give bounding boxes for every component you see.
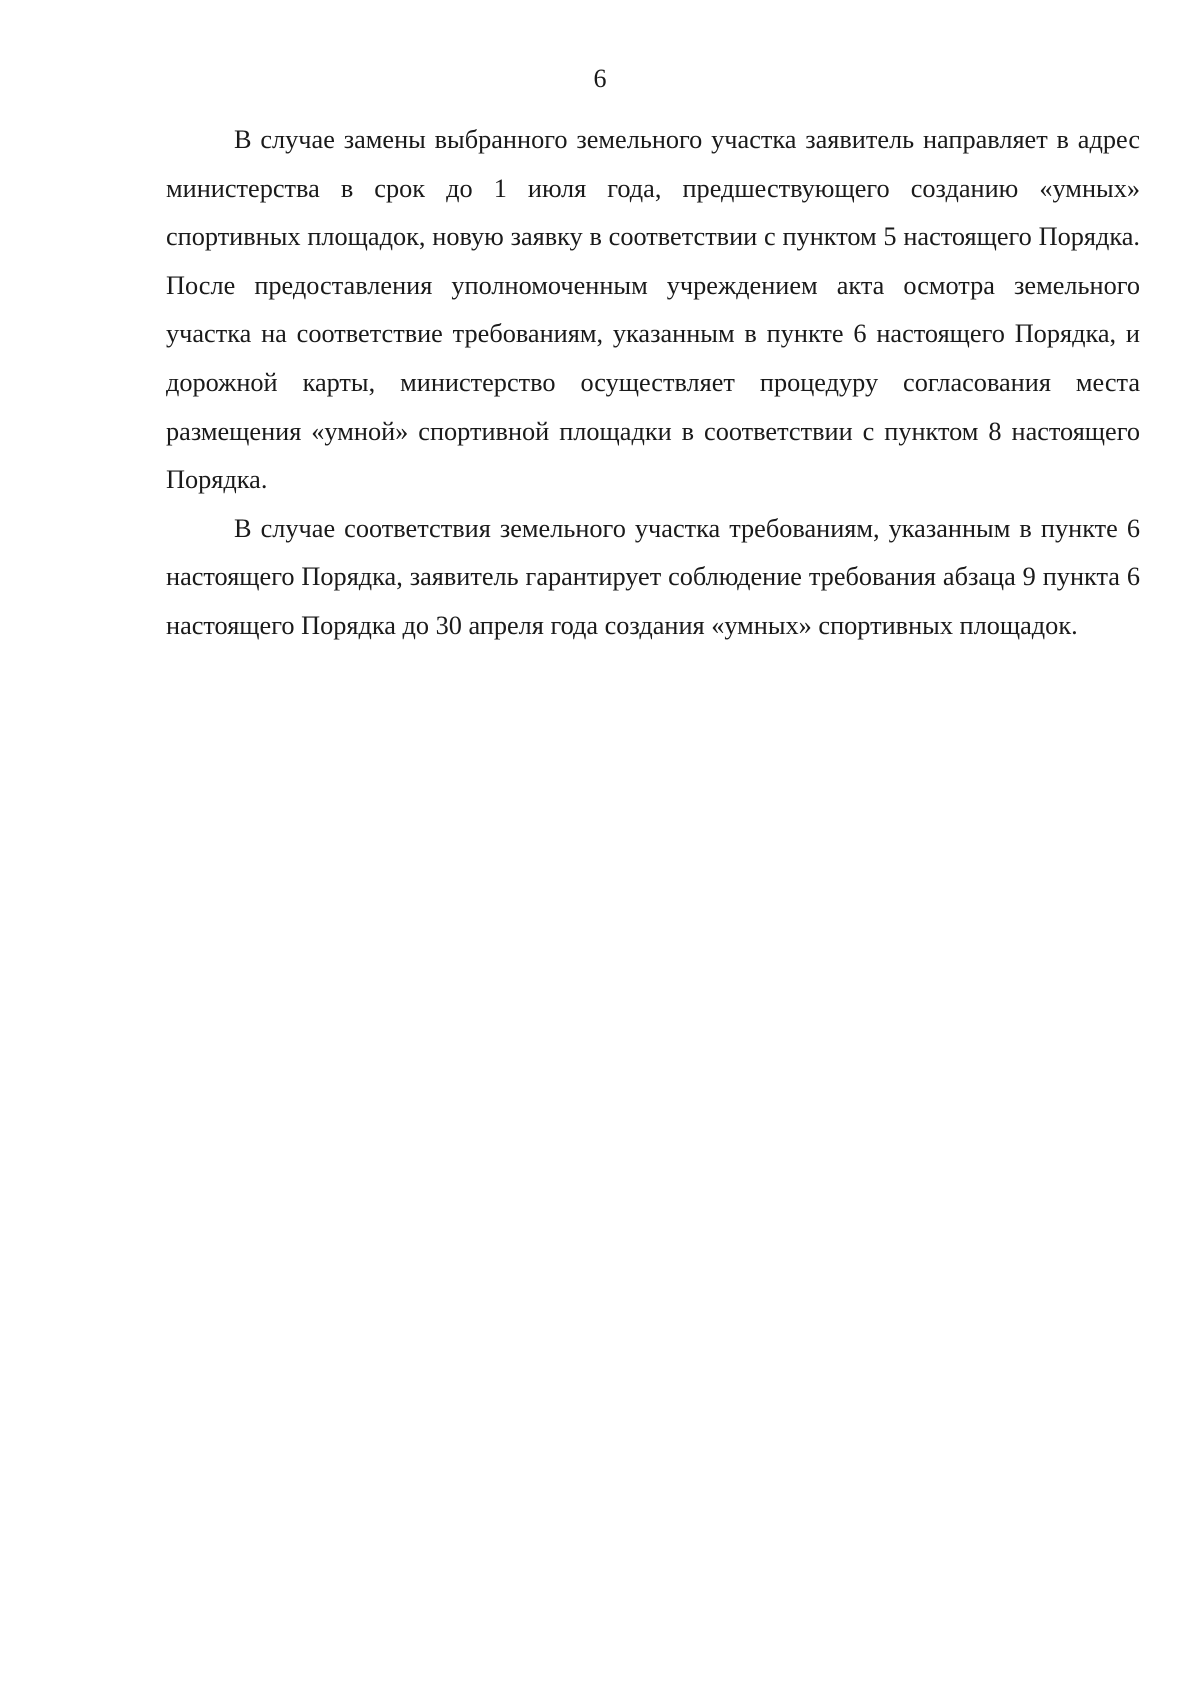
paragraph-2: В случае соответствия земельного участка требованиям, указанным в пункте 6 настоящего Порядка, заявитель гарантирует соблюдение требования абзаца 9 пункта 6 настоящего Порядка до 30 апреля года создания «умных» спортивных площадок. [166,513,1140,640]
paragraph-1: В случае замены выбранного земельного участка заявитель направляет в адрес министерства в срок до 1 июля года, предшествующего созданию «умных» спортивных площадок, новую заявку в соответствии с пунктом 5 настоящего Порядка. После предоставления уполномоченным учреждением акта осмотра земельного участка на соответствие требованиям, указанным в пункте 6 настоящего Порядка, и дорожной карты, министерство осуществляет процедуру согласования места размещения «умной» спортивной площадки в соответствии с пунктом 8 настоящего Порядка. [166,125,1140,495]
document-body [166,116,1140,651]
page-number: 6 [593,64,607,93]
